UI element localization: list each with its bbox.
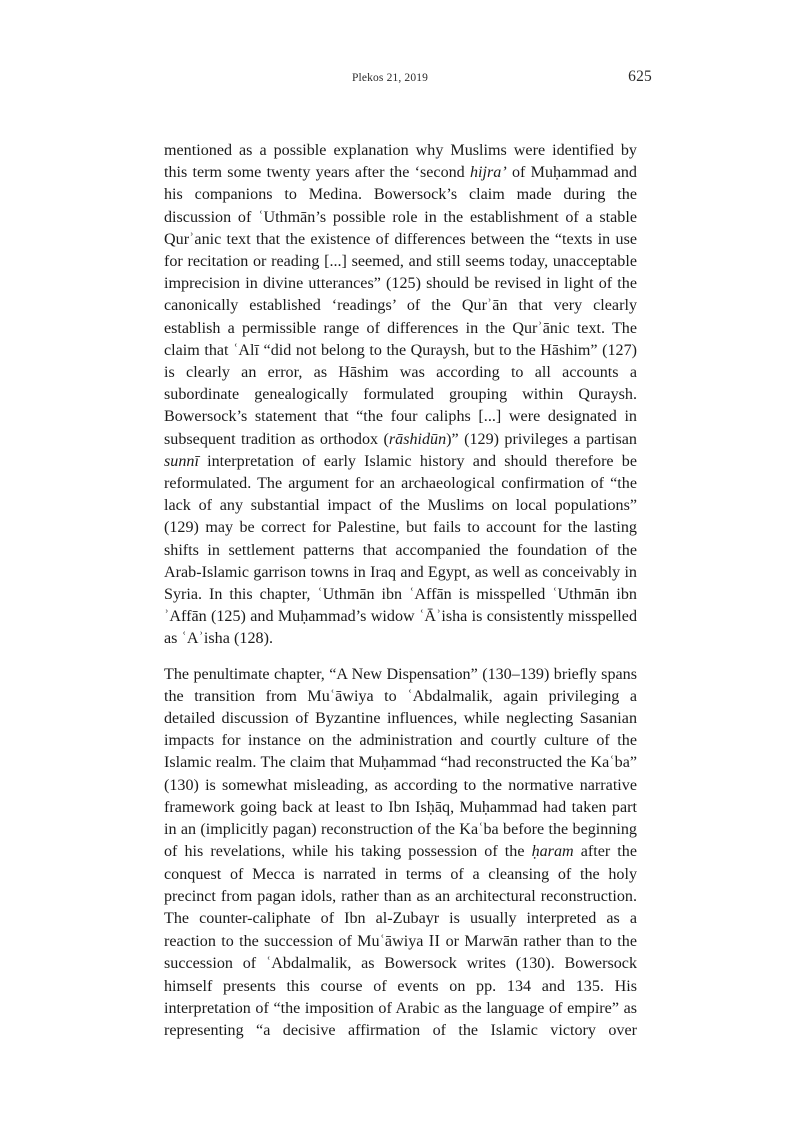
- italic-run: ḥaram: [531, 843, 574, 861]
- page-header: [164, 68, 652, 92]
- body-text-block: [164, 140, 637, 1042]
- paragraph: mentioned as a possible explanation why Muslims were identified by this term some twenty years after the ‘second hijra’ of Muḥammad and his companions to Medina. Bowersock’s claim made during the discussion of ʿUthmān’s possible role in the establishment of a stable Qurʾanic text that the existence of differences between the “texts in use for recitation or reading [...] seemed, and still seems today, unacceptable imprecision in divine utterances” (125) should be revised in light of the canonically established ‘readings’ of the Qurʾān that very clearly establish a permissible range of differences in the Qurʾānic text. The claim that ʿAlī “did not belong to the Quraysh, but to the Hāshim” (127) is clearly an error, as Hāshim was according to all accounts a subordinate genealogically formulated grouping within Quraysh. Bowersock’s statement that “the four caliphs [...] were designated in subsequent tradition as orthodox (rāshidūn)” (129) privileges a partisan sunnī interpretation of early Islamic history and should therefore be reformulated. The argument for an archaeological confirmation of “the lack of any substantial impact of the Muslims on local populations” (129) may be correct for Palestine, but fails to account for the lasting shifts in settlement patterns that accompanied the foundation of the Arab-Islamic garrison towns in Iraq and Egypt, as well as conceivably in Syria. In this chapter, ʿUthmān ibn ʿAffān is misspelled ʿUthmān ibn ʾAffān (125) and Muḥammad’s widow ʿĀʾisha is consistently misspelled as ʿAʾisha (128).: [164, 142, 637, 648]
- paragraph: The penultimate chapter, “A New Dispensation” (130–139) briefly spans the transition from Muʿāwiya to ʿAbdalmalik, again privileging a detailed discussion of Byzantine influences, while neglecting Sasanian impacts for instance on the administration and courtly culture of the Islamic realm. The claim that Muḥammad “had reconstructed the Kaʿba” (130) is somewhat misleading, as according to the normative narrative framework going back at least to Ibn Isḥāq, Muḥammad had taken part in an (implicitly pagan) reconstruction of the Kaʿba before the beginning of his revelations, while his taking possession of the ḥaram after the conquest of Mecca is narrated in terms of a cleansing of the holy precinct from pagan idols, rather than as an architectural reconstruction. The counter-caliphate of Ibn al-Zubayr is usually interpreted as a reaction to the succession of Muʿāwiya II or Marwān rather than to the succession of ʿAbdalmalik, as Bowersock writes (130). Bowersock himself presents this course of events on pp. 134 and 135. His interpretation of “the imposition of Arabic as the language of empire” as representing “a decisive affirmation of the Islamic victory over: [164, 665, 637, 1039]
- running-head: Plekos 21, 2019: [351, 72, 429, 84]
- italic-run: hijra’: [469, 164, 507, 182]
- italic-run: rāshidūn: [388, 430, 447, 448]
- italic-run: sunnī: [164, 452, 199, 470]
- small-caps-run: II: [428, 931, 441, 951]
- page-number: 625: [628, 68, 652, 85]
